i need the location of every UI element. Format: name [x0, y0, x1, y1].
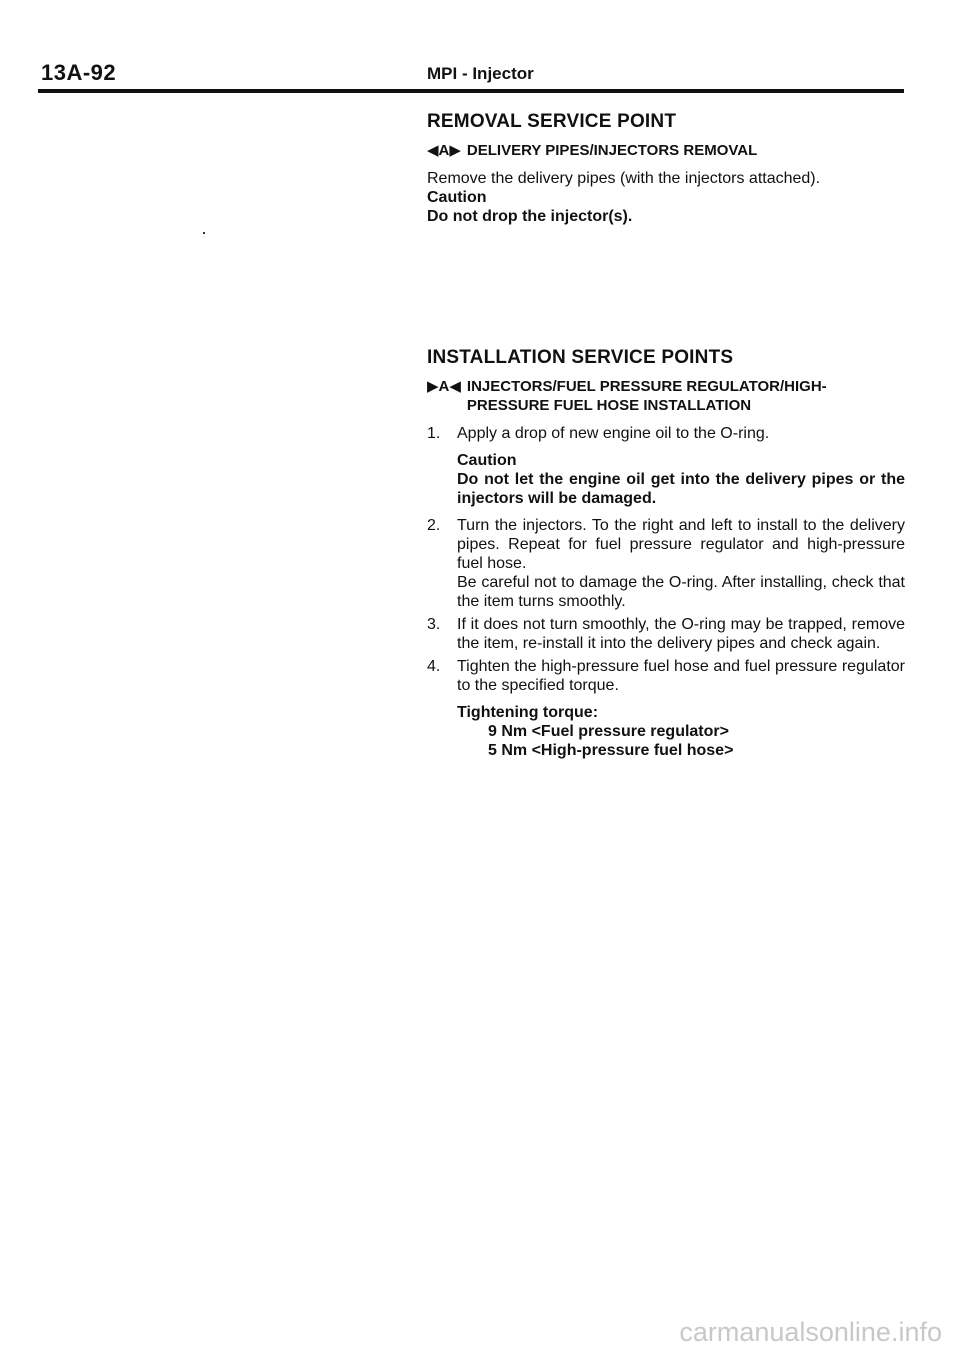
- main-content: [427, 112, 905, 760]
- step-item: [427, 657, 905, 695]
- step-number: 4.: [427, 658, 441, 675]
- step-caution-label: Caution: [457, 452, 517, 469]
- removal-text: Remove the delivery pipes (with the injectors attached).: [427, 170, 821, 187]
- torque-value: 5 Nm <High-pressure fuel hose>: [488, 742, 734, 759]
- step-item: [427, 424, 905, 508]
- page-number: 13A-92: [41, 60, 117, 85]
- step-caution-text: Do not let the engine oil get into the delivery pipes or the injectors will be damaged.: [457, 471, 905, 507]
- watermark-text: carmanualsonline.info: [679, 1317, 942, 1347]
- torque-label: Tightening torque:: [457, 704, 599, 721]
- removal-caution-label: Caution: [427, 189, 487, 206]
- step-number: 1.: [427, 425, 441, 442]
- step-number: 2.: [427, 517, 441, 534]
- step-text: Apply a drop of new engine oil to the O-ring.: [457, 425, 770, 442]
- removal-heading: REMOVAL SERVICE POINT: [427, 111, 677, 132]
- step-text: Tighten the high-pressure fuel hose and fuel pressure regulator to the specified torque.: [457, 658, 905, 694]
- step-number: 3.: [427, 616, 441, 633]
- torque-value: 9 Nm <Fuel pressure regulator>: [488, 723, 729, 740]
- section-title: MPI - Injector: [427, 64, 534, 83]
- step-text-extra: Be careful not to damage the O-ring. After installing, check that the item turns smoothly.: [457, 574, 905, 610]
- removal-subheading: [427, 141, 905, 160]
- tightening-torque: [457, 703, 905, 760]
- speck-mark: [203, 232, 205, 234]
- removal-subtitle: DELIVERY PIPES/INJECTORS REMOVAL: [466, 142, 758, 159]
- installation-heading: INSTALLATION SERVICE POINTS: [427, 347, 734, 368]
- installation-subheading: [427, 377, 905, 415]
- step-text: Turn the injectors. To the right and left to install to the delivery pipes. Repeat for fuel pressure regulator and high-pressure fuel hose.: [457, 517, 905, 572]
- step-text: If it does not turn smoothly, the O-ring may be trapped, remove the item, re-install it into the delivery pipes and check again.: [457, 616, 905, 652]
- removal-symbol: ◀A▶: [427, 142, 461, 159]
- removal-caution-text: Do not drop the injector(s).: [427, 208, 633, 225]
- step-item: [427, 615, 905, 653]
- step-item: [427, 516, 905, 611]
- installation-subtitle: INJECTORS/FUEL PRESSURE REGULATOR/HIGH-PRESSURE FUEL HOSE INSTALLATION: [466, 378, 827, 414]
- header-rule: [38, 89, 904, 93]
- installation-symbol: ▶A◀: [427, 378, 461, 395]
